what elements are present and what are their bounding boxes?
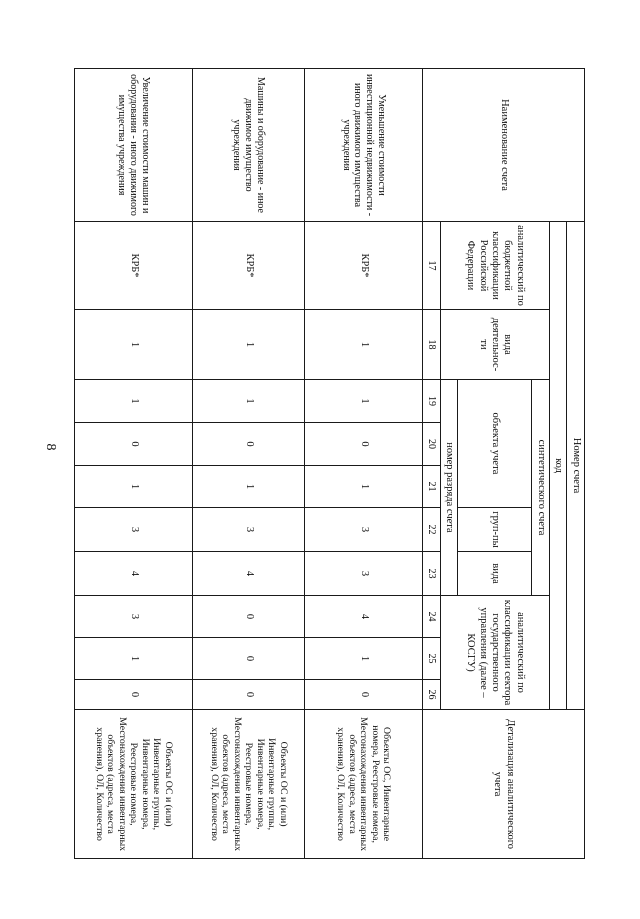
row-cell: 1 [304, 638, 422, 680]
row-cell: КРБ* [192, 222, 304, 310]
row-account-name: Машины и оборудование - иное движимое имущество учреждения [192, 69, 304, 222]
row-cell: 1 [74, 638, 192, 680]
row-cell: КРБ* [74, 222, 192, 310]
row-cell: 4 [304, 596, 422, 638]
row-cell: 4 [74, 552, 192, 596]
column-number: 22 [422, 508, 440, 552]
row-cell: 1 [192, 466, 304, 508]
row-account-name: Уменьшение стоимости инвестиционной недвижимости - иного движимого имущества учреждения [304, 69, 422, 222]
row-cell: 1 [74, 380, 192, 423]
header-kosgu: аналитический по классификации сектора государственного управления (далее – КОСГУ) [440, 596, 549, 710]
accounts-table-sheet [75, 68, 585, 858]
row-cell: 0 [304, 423, 422, 466]
table-row [304, 69, 422, 859]
accounts-table [74, 68, 585, 859]
header-detail: Детализация аналитического учета [422, 710, 584, 859]
table-row [74, 69, 192, 859]
row-cell: 4 [192, 552, 304, 596]
header-activity-type: вида деятельнос-ти [440, 310, 549, 380]
row-cell: 0 [192, 423, 304, 466]
header-code: код [549, 222, 566, 710]
header-account-number: Номер счета [567, 222, 585, 710]
row-detail: Объекты ОС, Инвентарные номера, Реестровые номера, Местонахождения инвентарных объектов (адреса, места хранения), ОЛ, Количество [304, 710, 422, 859]
row-cell: 3 [74, 508, 192, 552]
column-number: 26 [422, 680, 440, 710]
header-account-object: объекта учета [458, 380, 532, 508]
row-cell: 0 [192, 596, 304, 638]
column-number: 25 [422, 638, 440, 680]
row-cell: 1 [74, 310, 192, 380]
row-cell: 1 [304, 380, 422, 423]
row-cell: 1 [304, 466, 422, 508]
column-number: 21 [422, 466, 440, 508]
column-number: 18 [422, 310, 440, 380]
row-cell: 0 [74, 680, 192, 710]
column-number: 17 [422, 222, 440, 310]
row-cell: 0 [304, 680, 422, 710]
page-number: 8 [43, 443, 58, 451]
row-cell: 1 [304, 310, 422, 380]
row-cell: КРБ* [304, 222, 422, 310]
header-group: груп-пы [458, 508, 532, 552]
column-number: 23 [422, 552, 440, 596]
row-cell: 0 [192, 638, 304, 680]
row-detail: Объекты ОС и (или) Инвентарные группы, Инвентарные номера, Реестровые номера, Местонахождения инвентарных объектов (адреса, места хранения), ОЛ, Количество [192, 710, 304, 859]
header-digit-number: номер разряда счета [440, 380, 457, 596]
row-cell: 1 [74, 466, 192, 508]
header-kind: вида [458, 552, 532, 596]
header-budget-classification: аналитический по бюджетной классификации Российской Федерации [440, 222, 549, 310]
column-number: 19 [422, 380, 440, 423]
row-cell: 0 [74, 423, 192, 466]
column-number: 24 [422, 596, 440, 638]
header-synthetic-account: синтетического счета [532, 380, 549, 596]
row-cell: 3 [304, 508, 422, 552]
row-cell: 3 [192, 508, 304, 552]
row-cell: 0 [192, 680, 304, 710]
column-number: 20 [422, 423, 440, 466]
table-row [192, 69, 304, 859]
row-cell: 1 [192, 310, 304, 380]
row-detail: Объекты ОС и (или) Инвентарные группы, Инвентарные номера, Реестровые номера, Местонахождения инвентарных объектов (адреса, места хранения), ОЛ, Количество [74, 710, 192, 859]
row-cell: 3 [74, 596, 192, 638]
header-account-name: Наименование счета [422, 69, 584, 222]
row-account-name: Увеличение стоимости машин и оборудования - иного движимого имущества учреждения [74, 69, 192, 222]
row-cell: 1 [192, 380, 304, 423]
row-cell: 3 [304, 552, 422, 596]
